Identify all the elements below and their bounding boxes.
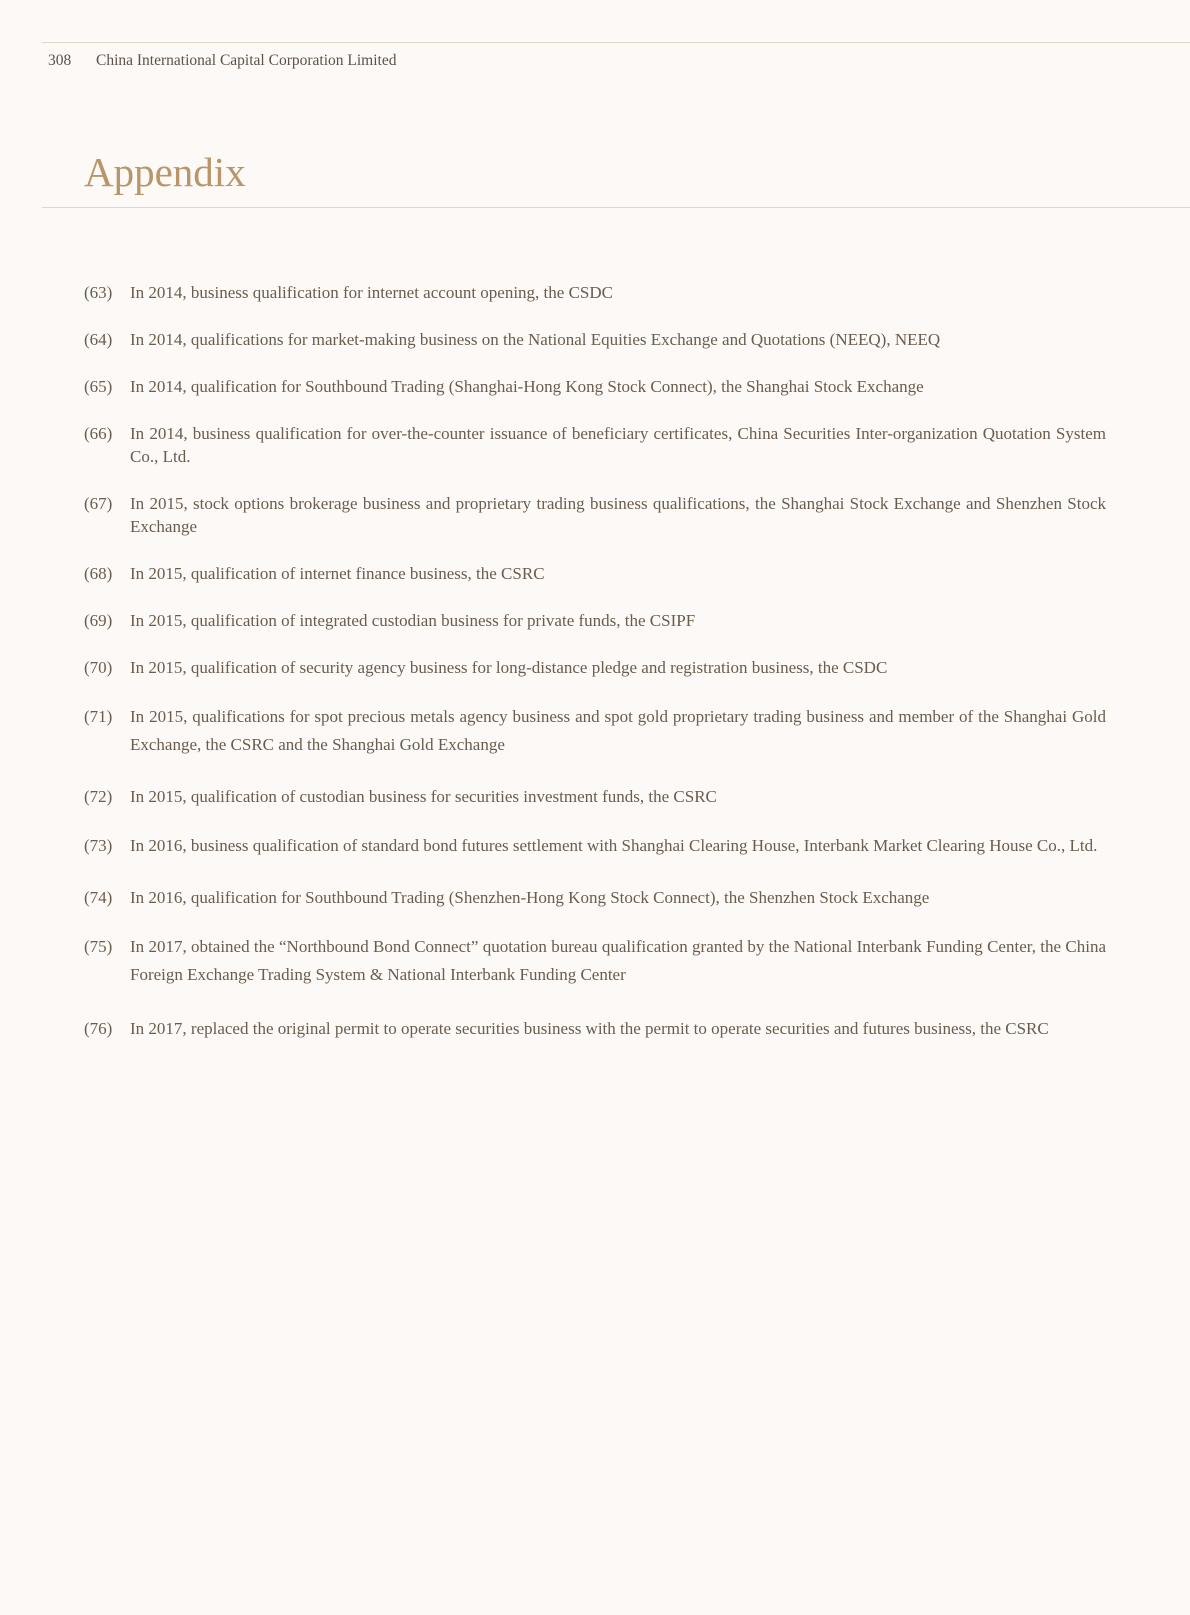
item-number: (69)	[84, 611, 113, 630]
item-number: (71)	[84, 707, 113, 726]
page-title: Appendix	[84, 149, 246, 195]
qualification-list	[84, 281, 1106, 1069]
item-number: (74)	[84, 888, 113, 907]
item-number: (75)	[84, 937, 113, 956]
item-text: In 2014, qualification for Southbound Trading (Shanghai-Hong Kong Stock Connect), the Shanghai Stock Exchange	[130, 377, 924, 396]
item-text: In 2016, qualification for Southbound Trading (Shenzhen-Hong Kong Stock Connect), the Shenzhen Stock Exchange	[130, 888, 930, 907]
item-number: (68)	[84, 564, 113, 583]
item-number: (66)	[84, 424, 113, 443]
item-text: In 2014, business qualification for internet account opening, the CSDC	[130, 283, 613, 302]
item-number: (63)	[84, 283, 113, 302]
list-item	[84, 656, 1106, 679]
item-text: In 2015, stock options brokerage business and proprietary trading business qualifications, the Shanghai Stock Exchange and Shenzhen Stock Exchange	[130, 494, 1106, 536]
list-item	[84, 832, 1106, 860]
item-text: In 2015, qualification of security agency business for long-distance pledge and registration business, the CSDC	[130, 658, 888, 677]
item-number: (72)	[84, 787, 113, 806]
item-text: In 2015, qualification of internet finance business, the CSRC	[130, 564, 545, 583]
page-header	[48, 52, 396, 70]
list-item	[84, 1015, 1106, 1043]
list-item	[84, 422, 1106, 468]
item-number: (65)	[84, 377, 113, 396]
item-number: (64)	[84, 330, 113, 349]
item-text: In 2014, business qualification for over-the-counter issuance of beneficiary certificates, China Securities Inter-organization Quotation System Co., Ltd.	[130, 424, 1106, 466]
list-item	[84, 375, 1106, 398]
list-item	[84, 886, 1106, 909]
list-item	[84, 703, 1106, 759]
item-text: In 2017, replaced the original permit to operate securities business with the permit to operate securities and futures business, the CSRC	[130, 1019, 1049, 1038]
list-item	[84, 492, 1106, 538]
header-divider	[42, 42, 1190, 43]
item-text: In 2017, obtained the “Northbound Bond Connect” quotation bureau qualification granted by the National Interbank Funding Center, the China Foreign Exchange Trading System & National Interbank Funding Center	[130, 937, 1106, 984]
item-number: (70)	[84, 658, 113, 677]
list-item	[84, 328, 1106, 351]
list-item	[84, 562, 1106, 585]
title-divider	[42, 207, 1190, 208]
item-text: In 2015, qualification of integrated custodian business for private funds, the CSIPF	[130, 611, 696, 630]
item-text: In 2015, qualifications for spot precious metals agency business and spot gold proprietary trading business and member of the Shanghai Gold Exchange, the CSRC and the Shanghai Gold Exchange	[130, 707, 1106, 754]
item-text: In 2016, business qualification of standard bond futures settlement with Shanghai Clearing House, Interbank Market Clearing House Co., Ltd.	[130, 836, 1098, 855]
item-number: (67)	[84, 494, 113, 513]
page-number: 308	[48, 52, 72, 69]
item-text: In 2014, qualifications for market-making business on the National Equities Exchange and Quotations (NEEQ), NEEQ	[130, 330, 941, 349]
item-number: (76)	[84, 1019, 113, 1038]
item-text: In 2015, qualification of custodian business for securities investment funds, the CSRC	[130, 787, 717, 806]
list-item	[84, 785, 1106, 808]
list-item	[84, 281, 1106, 304]
list-item	[84, 933, 1106, 989]
company-name: China International Capital Corporation Limited	[96, 52, 397, 69]
list-item	[84, 609, 1106, 632]
item-number: (73)	[84, 836, 113, 855]
